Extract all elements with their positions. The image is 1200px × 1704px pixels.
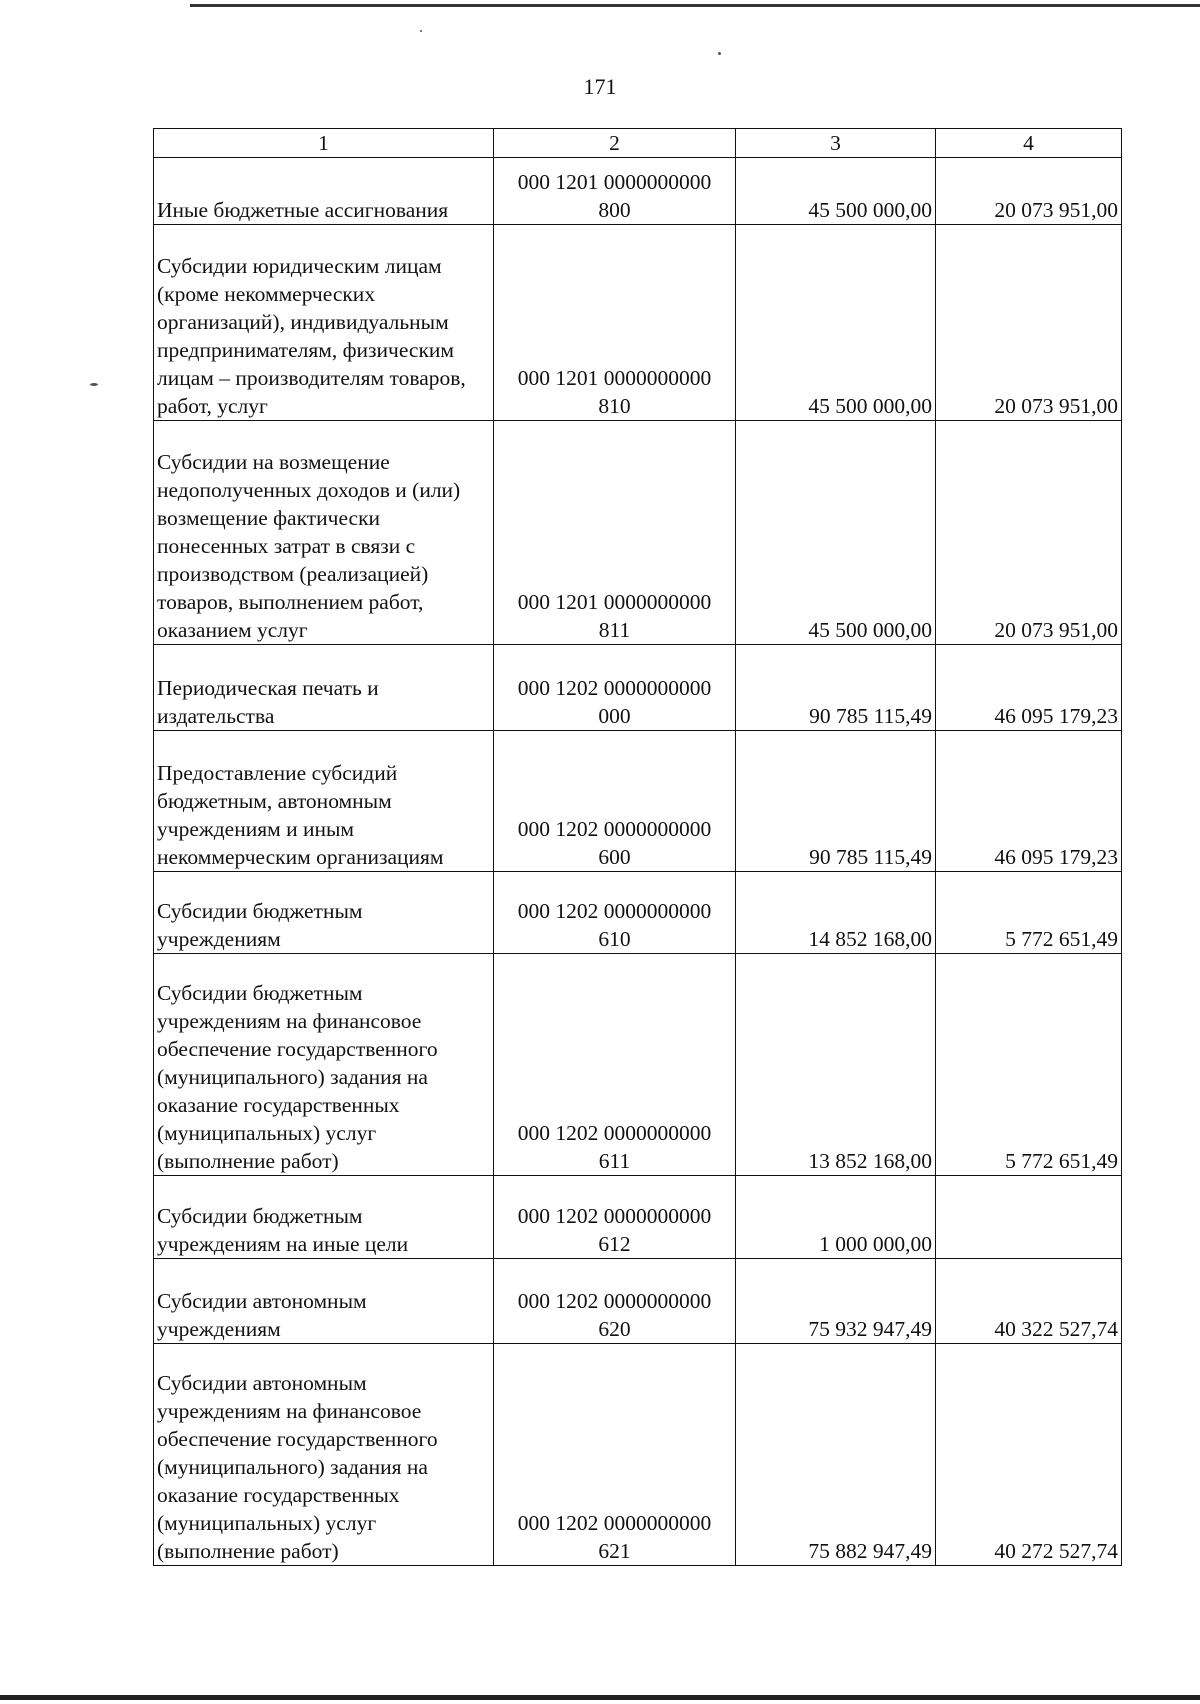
budget-table — [153, 128, 1122, 1566]
row-name: Субсидии автономным учреждениям на финансовое обеспечение государственного (муниципального) задания на оказание государственных (муниципальных) услуг (выполнение работ) — [154, 1344, 494, 1566]
row-value-col4: 20 073 951,00 — [936, 225, 1122, 421]
row-value-col3: 14 852 168,00 — [736, 872, 936, 954]
row-value-col3: 75 932 947,49 — [736, 1259, 936, 1344]
row-code: 000 1201 0000000000 811 — [494, 421, 736, 645]
table-row — [154, 225, 1122, 421]
row-code: 000 1202 0000000000 610 — [494, 872, 736, 954]
row-value-col4: 5 772 651,49 — [936, 872, 1122, 954]
table-row — [154, 158, 1122, 225]
row-code: 000 1201 0000000000 810 — [494, 225, 736, 421]
row-value-col4: 40 322 527,74 — [936, 1259, 1122, 1344]
row-value-col4 — [936, 1176, 1122, 1259]
row-name: Субсидии бюджетным учреждениям на финансовое обеспечение государственного (муниципального) задания на оказание государственных (муниципальных) услуг (выполнение работ) — [154, 954, 494, 1176]
row-name: Субсидии юридическим лицам (кроме некоммерческих организаций), индивидуальным предпринимателям, физическим лицам – производителям товаров, работ, услуг — [154, 225, 494, 421]
top-scan-rule — [190, 4, 1200, 7]
table-row — [154, 731, 1122, 872]
row-name: Субсидии бюджетным учреждениям на иные цели — [154, 1176, 494, 1259]
column-header: 4 — [936, 129, 1122, 158]
table-row — [154, 645, 1122, 731]
table-row — [154, 1176, 1122, 1259]
row-value-col3: 90 785 115,49 — [736, 645, 936, 731]
row-value-col4: 46 095 179,23 — [936, 645, 1122, 731]
row-name: Иные бюджетные ассигнования — [154, 158, 494, 225]
row-code: 000 1202 0000000000 620 — [494, 1259, 736, 1344]
column-header: 3 — [736, 129, 936, 158]
row-name: Субсидии на возмещение недополученных доходов и (или) возмещение фактически понесенных затрат в связи с производством (реализацией) товаров, выполнением работ, оказанием услуг — [154, 421, 494, 645]
row-name: Периодическая печать и издательства — [154, 645, 494, 731]
page-number: 171 — [583, 74, 617, 99]
table-row — [154, 1259, 1122, 1344]
column-header: 2 — [494, 129, 736, 158]
row-value-col4: 5 772 651,49 — [936, 954, 1122, 1176]
row-code: 000 1201 0000000000 800 — [494, 158, 736, 225]
column-header: 1 — [154, 129, 494, 158]
row-value-col3: 45 500 000,00 — [736, 158, 936, 225]
row-name: Субсидии бюджетным учреждениям — [154, 872, 494, 954]
row-code: 000 1202 0000000000 000 — [494, 645, 736, 731]
scan-speck — [90, 383, 98, 386]
row-code: 000 1202 0000000000 611 — [494, 954, 736, 1176]
row-value-col3: 45 500 000,00 — [736, 225, 936, 421]
row-value-col4: 46 095 179,23 — [936, 731, 1122, 872]
table-header-row — [154, 129, 1122, 158]
table-row — [154, 1344, 1122, 1566]
bottom-scan-rule — [0, 1695, 1200, 1700]
row-code: 000 1202 0000000000 612 — [494, 1176, 736, 1259]
row-name: Предоставление субсидий бюджетным, автономным учреждениям и иным некоммерческим организациям — [154, 731, 494, 872]
row-value-col4: 40 272 527,74 — [936, 1344, 1122, 1566]
row-name: Субсидии автономным учреждениям — [154, 1259, 494, 1344]
row-value-col3: 1 000 000,00 — [736, 1176, 936, 1259]
row-value-col3: 75 882 947,49 — [736, 1344, 936, 1566]
row-value-col4: 20 073 951,00 — [936, 421, 1122, 645]
scan-speck — [420, 30, 422, 32]
row-value-col3: 13 852 168,00 — [736, 954, 936, 1176]
table-row — [154, 872, 1122, 954]
row-code: 000 1202 0000000000 621 — [494, 1344, 736, 1566]
table-row — [154, 954, 1122, 1176]
row-value-col3: 90 785 115,49 — [736, 731, 936, 872]
row-code: 000 1202 0000000000 600 — [494, 731, 736, 872]
scan-speck — [718, 52, 721, 55]
row-value-col3: 45 500 000,00 — [736, 421, 936, 645]
row-value-col4: 20 073 951,00 — [936, 158, 1122, 225]
table-row — [154, 421, 1122, 645]
